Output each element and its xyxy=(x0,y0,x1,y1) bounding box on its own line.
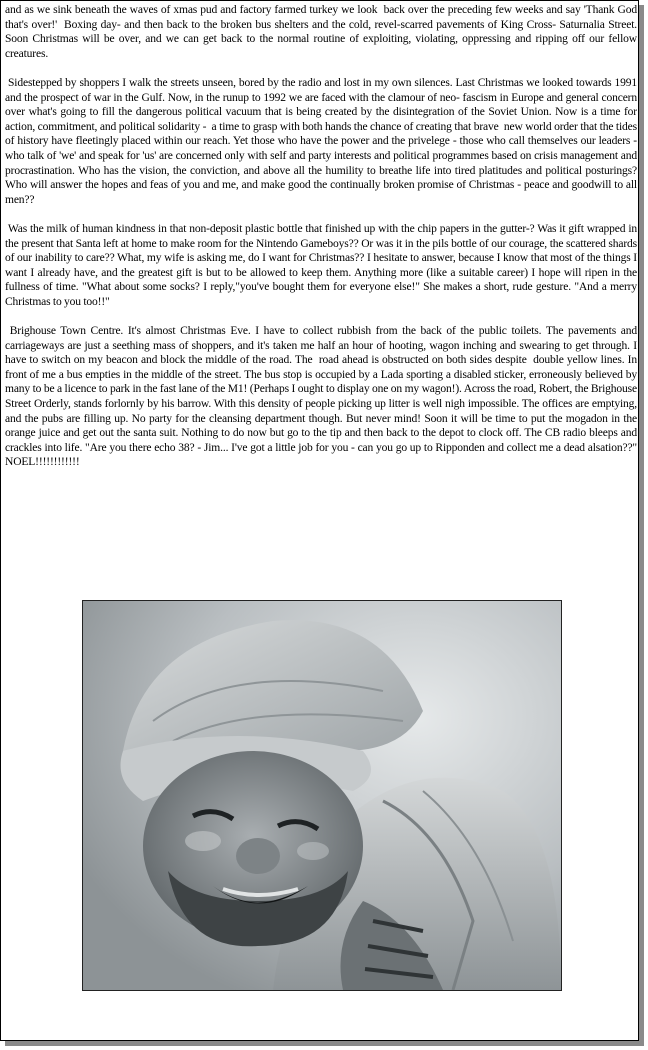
portrait-photo xyxy=(82,600,562,991)
article-paragraph-1: and as we sink beneath the waves of xmas pud and factory farmed turkey we look back over the preceding few weeks and say 'Thank God that's over!' Boxing day- and then back to the broken bus shelters and the cold, revel-scarred pavements of King Cross- Saturnalia Street. Soon Christmas will be over, and we can get back to the normal routine of exploiting, violating, oppressing and ripping off our fellow creatures. xyxy=(5,4,640,60)
portrait-illustration xyxy=(83,601,561,990)
article-paragraph-2: Sidestepped by shoppers I walk the streets unseen, bored by the radio and lost in my own silences. Last Christmas we looked towards 1991 and the prospect of war in the Gulf. Now, in the runup to 1992 we are faced with the clamour of neo- fascism in Europe and general concern over what's going to fill the dangerous political vacuum that is being created by the disintegration of the Soviet Union. Now is a time for action, commitment, and political solidarity - a time to grasp with both hands the chance of creating that brave new world order that the tides of history have fleetingly placed within our reach. Yet those who have the power and the privelege - those who call themselves our leaders - who talk of 'we' and speak for 'us' are concerned only with self and party interests and political programmes based on crisis management and procrastination. Who has the vision, the conviction, and above all the humility to breathe life into tired platitudes and political posturings? Who will answer the hopes and feas of you and me, and make good the continually broken promise of Christmas - peace and goodwill to all men?? xyxy=(5,76,642,206)
article-paragraph-3: Was the milk of human kindness in that non-deposit plastic bottle that finished up with the chip papers in the gutter-? Was it gift wrapped in the present that Santa left at home to make room for the Nintendo Gameboys?? Or was it in the pils bottle of our courage, the scattered shards of our inability to care?? What, my wife is asking me, do I want for Christmas?? I hesitate to answer, because I know that most of the things I want I already have, and the greatest gift is but to be allowed to keep them. Anything more (like a suitable career) I hope will ripen in the fullness of time. "What about some socks? I reply,"you've bought them for everyone else!" She makes a short, rude gesture. "And a merry Christmas to you too!!" xyxy=(5,222,640,308)
article-body xyxy=(5,3,642,485)
article-paragraph-4: Brighouse Town Centre. It's almost Christmas Eve. I have to collect rubbish from the back of the public toilets. The pavements and carriageways are just a seething mass of shoppers, and it's taken me half an hour of hooting, wagon inching and swearing to get through. I have to switch on my beacon and block the middle of the road. The road ahead is obstructed on both sides despite double yellow lines. In front of me a bus empties in the middle of the street. The bus stop is occupied by a Lada sporting a disabled sticker, erroneously believed by many to be a licence to park in the fast lane of the M1! (Perhaps I ought to display one on my wagon!). Across the road, Robert, the Brighouse Street Orderly, stands forlornly by his barrow. With this density of people picking up litter is well nigh impossible. The offices are emptying, and the pubs are filling up. No party for the cleansing department though. But never mind! Soon it will be time to put the mogadon in the orange juice and get out the santa suit. Nothing to do now but go to the tip and then back to the depot to clock off. The CB radio bleeps and crackles into life. "Are you there echo 38? - Jim... I've got a little job for you - can you go up to Ripponden and collect me a dead alsation??" NOEL!!!!!!!!!!!! xyxy=(5,325,642,469)
